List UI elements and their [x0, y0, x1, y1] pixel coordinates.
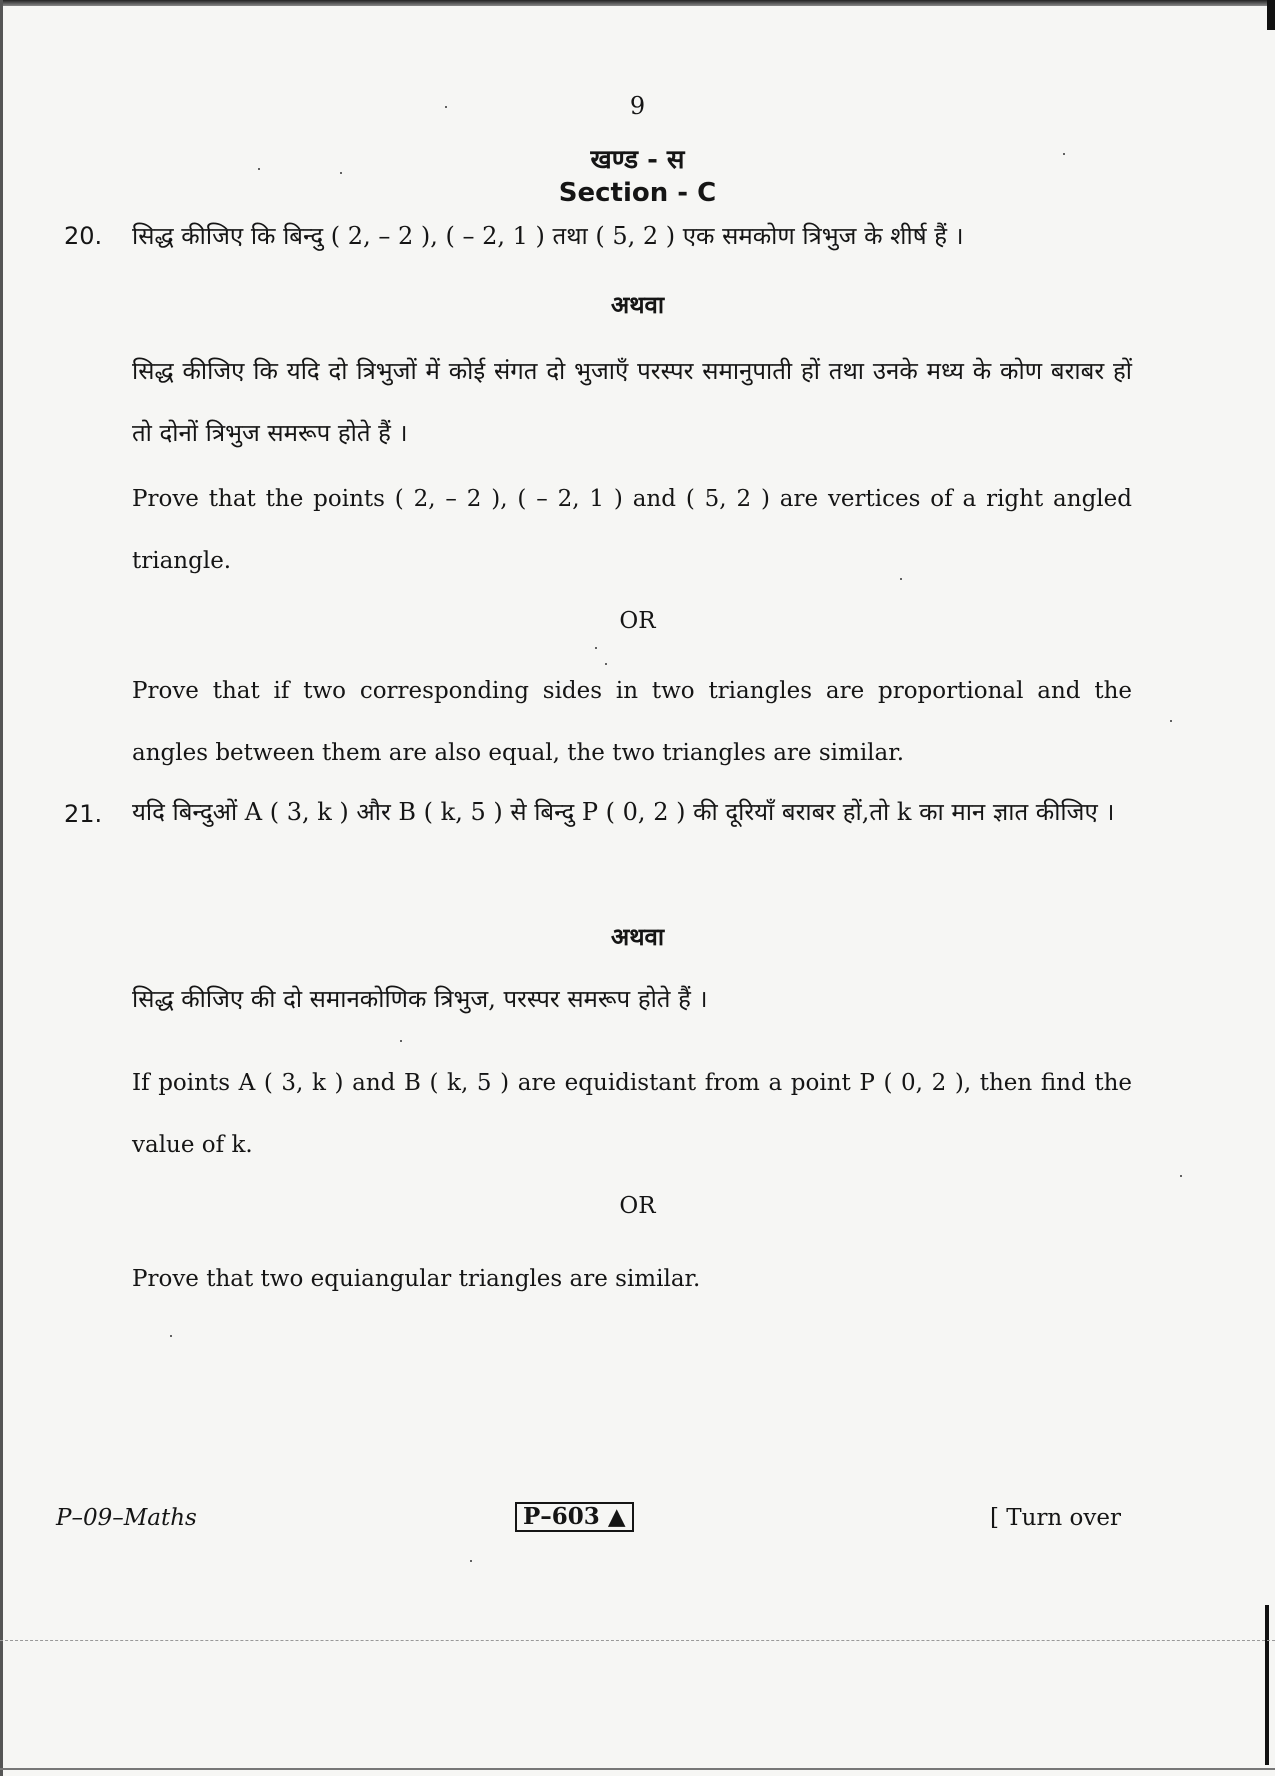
scan-speck: [900, 578, 902, 580]
section-title-hindi: खण्ड - स: [590, 145, 685, 175]
footer-turn-over: [ Turn over: [990, 1505, 1122, 1531]
scan-speck: [258, 168, 260, 170]
or-separator-english: OR: [619, 608, 656, 634]
scan-edge-left: [0, 0, 3, 1776]
question-text-english: Prove that the points ( 2, – 2 ), ( – 2, 1 ) and ( 5, 2 ) are vertices of a right angled triangle.: [132, 486, 1132, 574]
scan-speck: [340, 172, 342, 174]
question-number: 20.: [64, 222, 103, 250]
scan-edge-right: [1267, 0, 1275, 30]
or-separator-hindi: अथवा: [610, 290, 665, 319]
scan-dashed-line: [0, 1640, 1275, 1641]
question-text-english: If points A ( 3, k ) and B ( k, 5 ) are equidistant from a point P ( 0, 2 ), then find the value of k.: [132, 1070, 1132, 1158]
question-number: 21.: [64, 800, 103, 828]
or-separator-hindi: अथवा: [610, 922, 665, 951]
question-text-hindi: यदि बिन्दुओं A ( 3, k ) और B ( k, 5 ) से बिन्दु P ( 0, 2 ) की दूरियाँ बराबर हों,तो k का मान ज्ञात कीजिए ।: [132, 798, 1115, 826]
scan-speck: [595, 647, 597, 649]
scan-speck: [445, 106, 447, 108]
scan-edge-top: [0, 0, 1275, 6]
footer-paper-code: P–603 ▲: [515, 1502, 634, 1532]
alternate-question-english: Prove that if two corresponding sides in two triangles are proportional and the angles between them are also equal, the two triangles are similar.: [132, 678, 1132, 766]
scan-speck: [170, 1335, 172, 1337]
scan-speck: [1180, 1175, 1182, 1177]
scan-edge-right-bottom: [1265, 1605, 1269, 1765]
scan-speck: [470, 1560, 472, 1562]
scan-speck: [1170, 720, 1172, 722]
or-separator-english: OR: [619, 1193, 656, 1219]
scan-speck: [1063, 153, 1065, 155]
scan-speck: [400, 1040, 402, 1042]
scan-bottom-line: [0, 1768, 1275, 1770]
alternate-question-hindi: सिद्ध कीजिए कि यदि दो त्रिभुजों में कोई संगत दो भुजाएँ परस्पर समानुपाती हों तथा उनके मध्य के कोण बराबर हों तो दोनों त्रिभुज समरूप होते हैं ।: [132, 357, 1132, 447]
scan-speck: [605, 663, 607, 665]
question-text-hindi: सिद्ध कीजिए कि बिन्दु ( 2, – 2 ), ( – 2, 1 ) तथा ( 5, 2 ) एक समकोण त्रिभुज के शीर्ष हैं ।: [132, 222, 964, 250]
section-title-english: Section - C: [558, 178, 717, 208]
page-number: 9: [629, 92, 646, 120]
footer-subject-code: P–09–Maths: [56, 1505, 197, 1531]
alternate-question-english: Prove that two equiangular triangles are similar.: [132, 1266, 701, 1292]
alternate-question-hindi: सिद्ध कीजिए की दो समानकोणिक त्रिभुज, परस्पर समरूप होते हैं ।: [132, 985, 708, 1013]
